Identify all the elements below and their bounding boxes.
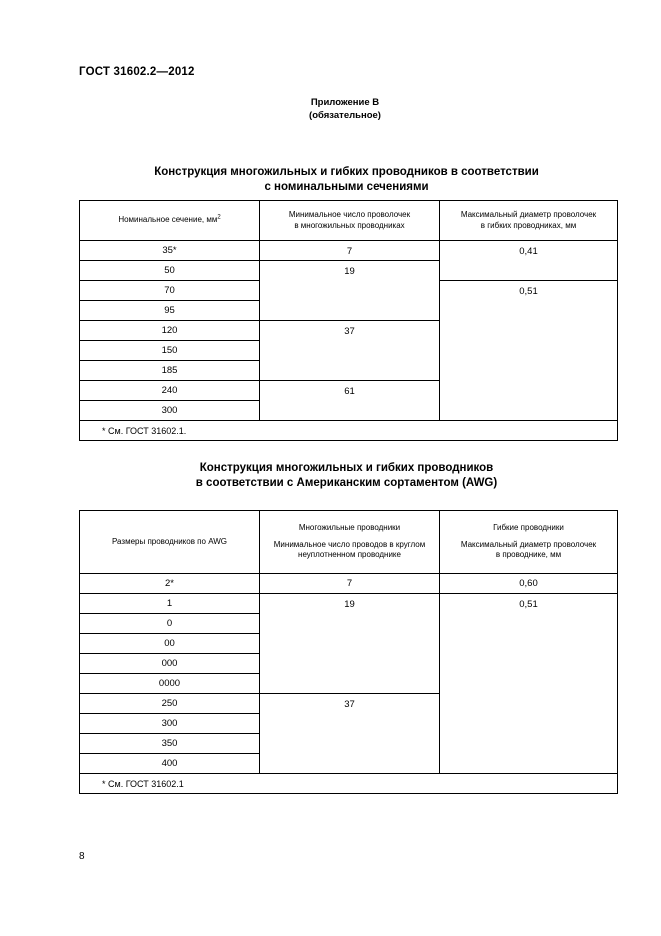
table1-section-cell: 50 (80, 261, 260, 281)
table1-section-cell: 35* (80, 241, 260, 261)
table2-min-wires-cell: 37 (260, 694, 440, 774)
table2-size-cell: 400 (80, 754, 260, 774)
table1-header-section (80, 201, 260, 241)
table1-footnote: * См. ГОСТ 31602.1. (80, 421, 618, 441)
table2-title-line2: в соответствии с Американским сортаментом (AWG) (195, 477, 498, 489)
table-row (80, 574, 618, 594)
table2-size-cell: 000 (80, 654, 260, 674)
annex-status: (обязательное) (309, 110, 381, 121)
table1-title (79, 165, 614, 195)
table1-header-max-diameter-line1: Максимальный диаметр проволочек (460, 210, 597, 219)
table2-size-cell: 300 (80, 714, 260, 734)
table1-section-cell: 300 (80, 401, 260, 421)
table1-section-cell: 150 (80, 341, 260, 361)
standard-designation: ГОСТ 31602.2—2012 (79, 66, 195, 78)
table2-size-cell: 250 (80, 694, 260, 714)
table1-header-section-text: Номинальное сечение, мм (118, 215, 218, 225)
table1-section-cell: 120 (80, 321, 260, 341)
table1-header-min-wires (260, 201, 440, 241)
table1-nominal-sections (79, 200, 618, 441)
table2-footnote: * См. ГОСТ 31602.1 (80, 774, 618, 794)
table1-header-max-diameter (440, 201, 618, 241)
table2-size-cell: 0000 (80, 674, 260, 694)
table1-header-max-diameter-line2: в гибких проводниках, мм (480, 220, 577, 230)
table-row (80, 594, 618, 614)
table2-header-stranded-line1: Минимальное число проводов в круглом (273, 539, 426, 549)
table2-title (79, 461, 614, 491)
table2-header-flexible (440, 511, 618, 574)
table1-title-line2: с номинальными сечениями (264, 181, 429, 193)
table1-header-row (80, 201, 618, 241)
table1-footnote-row (80, 421, 618, 441)
table2-max-diameter-cell: 0,60 (440, 574, 618, 594)
table1-min-wires-cell: 7 (260, 241, 440, 261)
table2-max-diameter-cell: 0,51 (440, 594, 618, 774)
table2-size-cell: 1 (80, 594, 260, 614)
table2-size-cell: 0 (80, 614, 260, 634)
table2-size-cell: 350 (80, 734, 260, 754)
table2-header-row (80, 511, 618, 574)
table2-header-flexible-title: Гибкие проводники (493, 523, 564, 533)
table-row (80, 241, 618, 261)
table1-section-cell: 240 (80, 381, 260, 401)
table1-section-cell: 70 (80, 281, 260, 301)
table2-min-wires-cell: 19 (260, 594, 440, 694)
table2-header-stranded-title: Многожильные проводники (298, 523, 401, 533)
table1-header-min-wires-line1: Минимальное число проволочек (288, 210, 411, 219)
table2-size-cell: 2* (80, 574, 260, 594)
table1-min-wires-cell: 61 (260, 381, 440, 421)
table2-size-cell: 00 (80, 634, 260, 654)
table2-header-stranded (260, 511, 440, 574)
table2-title-line1: Конструкция многожильных и гибких проводников (199, 462, 494, 474)
table1-title-line1: Конструкция многожильных и гибких проводников в соответствии (154, 166, 539, 178)
table2-header-flexible-line2: в проводнике, мм (495, 550, 562, 560)
table1-min-wires-cell: 37 (260, 321, 440, 381)
annex-heading (0, 96, 661, 122)
table2-footnote-row (80, 774, 618, 794)
annex-title: Приложение В (310, 97, 380, 108)
table2-min-wires-cell: 7 (260, 574, 440, 594)
table2-header-flexible-line1: Максимальный диаметр проволочек (460, 539, 597, 549)
table1-section-cell: 185 (80, 361, 260, 381)
table2-header-stranded-line2: неуплотненном проводнике (298, 550, 401, 560)
table1-min-wires-cell: 19 (260, 261, 440, 321)
table2-header-awg: Размеры проводников по AWG (80, 511, 260, 574)
table2-awg-sizes (79, 510, 618, 794)
table1-header-section-unit-exponent: 2 (217, 214, 221, 221)
page-number: 8 (79, 851, 85, 862)
table1-max-diameter-cell: 0,41 (440, 241, 618, 281)
table1-header-min-wires-line2: в многожильных проводниках (294, 220, 405, 230)
table1-section-cell: 95 (80, 301, 260, 321)
table1-max-diameter-cell: 0,51 (440, 281, 618, 421)
